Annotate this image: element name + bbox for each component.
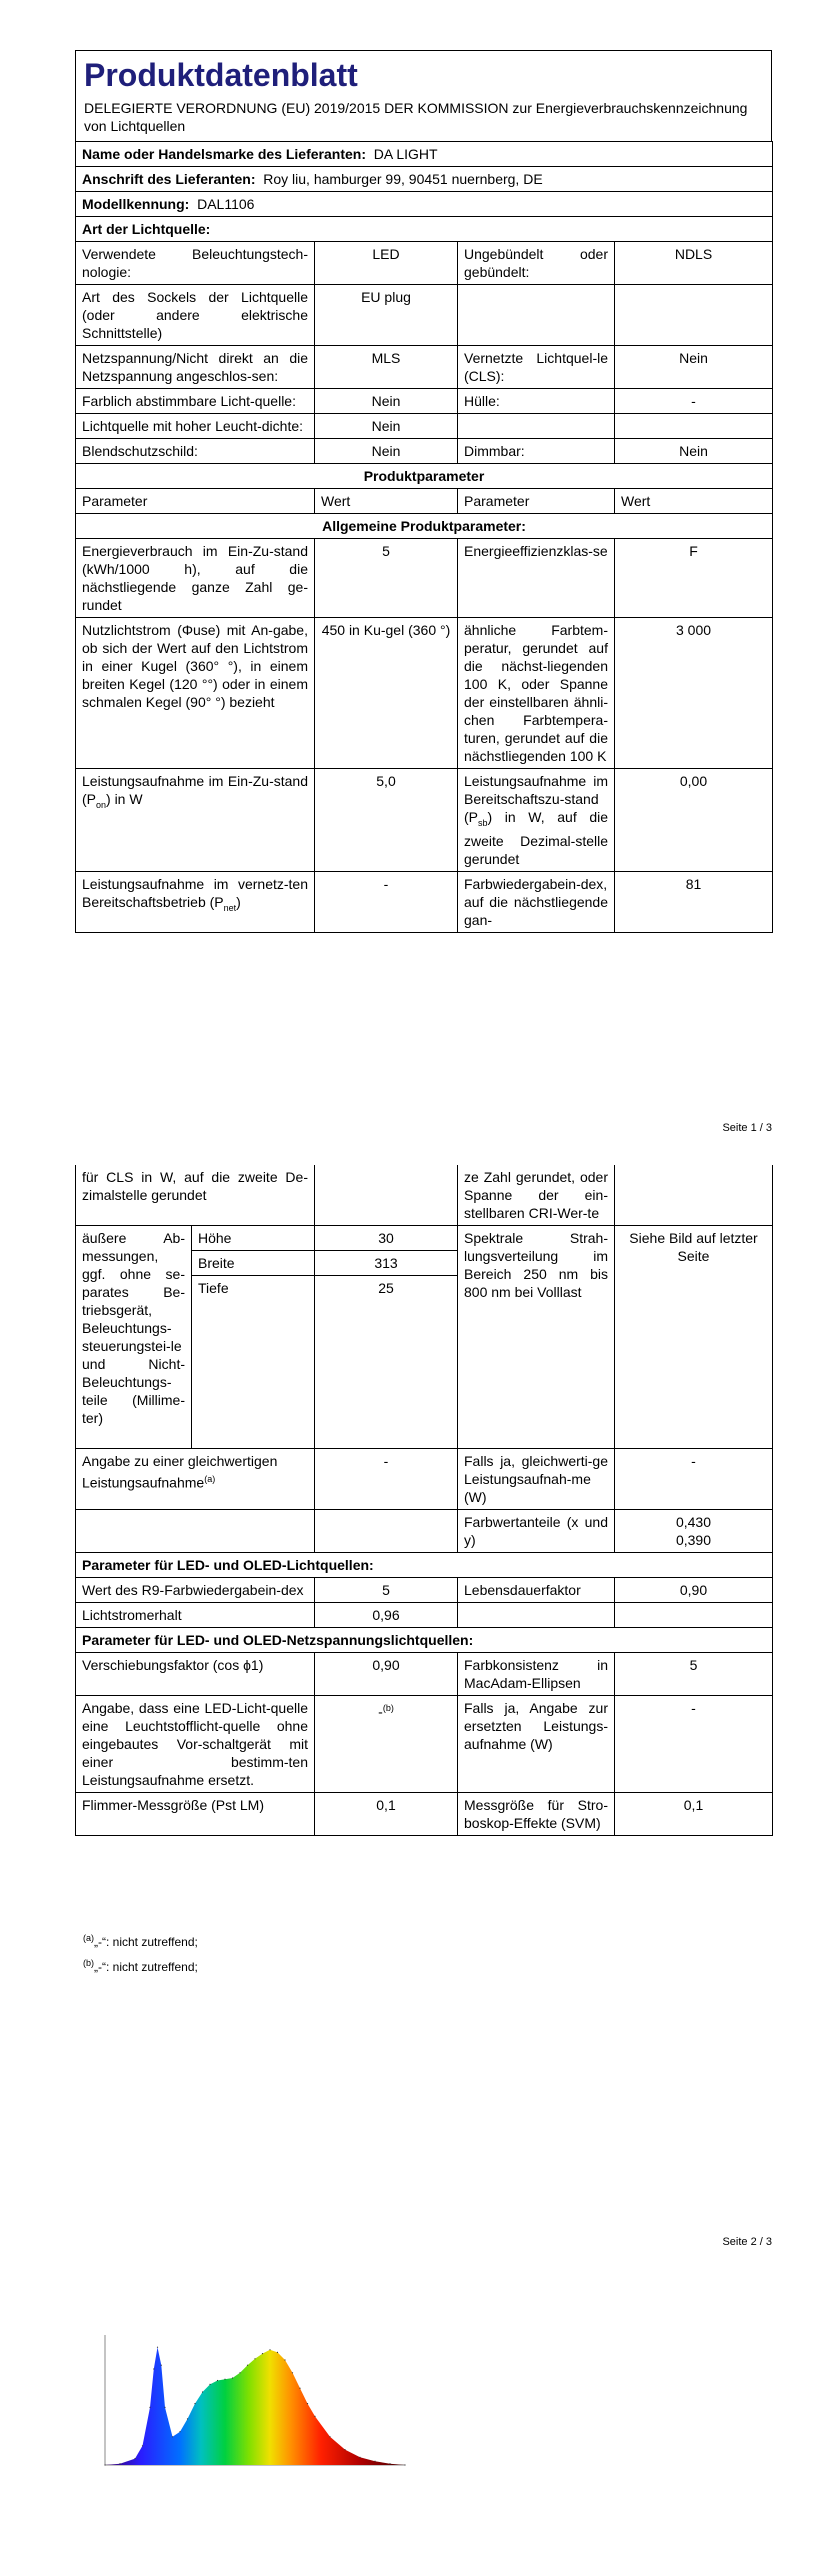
- spectrum-point: [404, 2464, 405, 2465]
- technology-value: LED: [315, 242, 458, 285]
- spectrum-point: [232, 2377, 233, 2378]
- page-number-2: Seite 2 / 3: [722, 2236, 772, 2248]
- spectrum-point: [277, 2352, 278, 2353]
- supplier-address-row: [76, 167, 773, 192]
- r9-label: Wert des R9-Farbwiedergabein-dex: [76, 1578, 315, 1603]
- socket-label: Art des Sockels der Lichtquelle (oder andere elektrische Schnittstelle): [76, 285, 315, 346]
- cri-value: 81: [615, 871, 773, 932]
- high-luminance-label: Lichtquelle mit hoher Leucht-dichte:: [76, 414, 315, 439]
- spectrum-point: [134, 2458, 135, 2459]
- spectrum-point: [202, 2391, 203, 2392]
- spectrum-point: [247, 2365, 248, 2366]
- supplier-name-label: Name oder Handelsmarke des Lieferanten:: [82, 146, 366, 162]
- spectrum-point: [314, 2416, 315, 2417]
- spectral-distribution-chart: [75, 2325, 415, 2485]
- datasheet-page-1: [75, 50, 772, 933]
- replaced-label: Falls ja, Angabe zur ersetzten Leistungs-aufnahme (W): [458, 1696, 615, 1793]
- empty-cell: [458, 285, 615, 346]
- led-params-heading: Parameter für LED- und OLED-Lichtquellen:: [76, 1553, 773, 1578]
- chromaticity-x: 0,430: [675, 1514, 712, 1530]
- width-value: 313: [315, 1251, 458, 1276]
- displacement-label: Verschiebungsfaktor (cos ϕ1): [76, 1653, 315, 1696]
- power-on-label: Leistungsaufnahme im Ein-Zu-stand $(P_{on})$ in W: [76, 769, 315, 872]
- spectrum-point: [194, 2403, 195, 2404]
- connected-value: Nein: [615, 346, 773, 389]
- strobo-label: Messgröße für Stro-boskop-Effekte (SVM): [458, 1793, 615, 1836]
- consistency-value: 5: [615, 1653, 773, 1696]
- col-header-param: Parameter: [458, 489, 615, 514]
- spectrum-point: [269, 2349, 270, 2350]
- connected-label: Vernetzte Lichtquel-le (CLS):: [458, 346, 615, 389]
- technology-label: Verwendete Beleuchtungstech-nologie:: [76, 242, 315, 285]
- header-box: [75, 50, 772, 141]
- empty-cell: [615, 285, 773, 346]
- empty-cell: [76, 1510, 315, 1553]
- spectrum-point: [254, 2358, 255, 2359]
- datasheet-page-2: [75, 1165, 772, 1836]
- footnote-b: $^{(b)}$„-“: nicht zutreffend;: [83, 1958, 198, 1974]
- consistency-label: Farbkonsistenz in MacAdam-Ellipsen: [458, 1653, 615, 1696]
- spectral-value: Siehe Bild auf letzter Seite: [615, 1226, 773, 1449]
- maintenance-label: Lichtstromerhalt: [76, 1603, 315, 1628]
- spectrum-point: [239, 2372, 240, 2373]
- spectrum-point: [209, 2384, 210, 2385]
- mains-value: MLS: [315, 346, 458, 389]
- spectrum-point: [157, 2347, 158, 2348]
- energy-on-label: Energieverbrauch im Ein-Zu-stand (kWh/1000 h), auf die nächstliegende ganze Zahl ge-rundet: [76, 539, 315, 618]
- col-header-value: Wert: [315, 489, 458, 514]
- anti-glare-value: Nein: [315, 439, 458, 464]
- net-standby-label: Leistungsaufnahme im vernetz-ten Bereitschaftsbetrieb $(P_{net})$: [76, 871, 315, 932]
- supplier-address-label: Anschrift des Lieferanten:: [82, 171, 256, 187]
- spectrum-point: [359, 2457, 360, 2458]
- empty-cell: [615, 1165, 773, 1226]
- supplier-address-value: Roy liu, hamburger 99, 90451 nuernberg, DE: [263, 171, 543, 187]
- cri-label-cont: ze Zahl gerundet, oder Spanne der ein-stellbaren CRI-Wer-te: [458, 1165, 615, 1226]
- spectrum-point: [307, 2403, 308, 2404]
- spectrum-point: [149, 2407, 150, 2408]
- model-label: Modellkennung:: [82, 196, 190, 212]
- dimmable-label: Dimmbar:: [458, 439, 615, 464]
- lifetime-value: 0,90: [615, 1578, 773, 1603]
- spectrum-point: [292, 2372, 293, 2373]
- supplier-name-value: DA LIGHT: [373, 146, 438, 162]
- datasheet-table-2: [75, 1165, 773, 1836]
- light-source-type-heading: Art der Lichtquelle:: [76, 217, 773, 242]
- led-mains-params-heading: Parameter für LED- und OLED-Netzspannungslichtquellen:: [76, 1628, 773, 1653]
- spectrum-point: [329, 2436, 330, 2437]
- anti-glare-label: Blendschutzschild:: [76, 439, 315, 464]
- empty-cell: [315, 1510, 458, 1553]
- spectrum-point: [187, 2418, 188, 2419]
- efficiency-class-label: Energieeffizienzklas-se: [458, 539, 615, 618]
- empty-cell: [458, 1603, 615, 1628]
- socket-value: EU plug: [315, 285, 458, 346]
- flicker-value: 0,1: [315, 1793, 458, 1836]
- empty-cell: [615, 414, 773, 439]
- page-title: Produktdatenblatt: [84, 57, 358, 93]
- model-row: [76, 192, 773, 217]
- replacement-value: -$^{(b)}$: [315, 1696, 458, 1793]
- r9-value: 5: [315, 1578, 458, 1603]
- dimmable-value: Nein: [615, 439, 773, 464]
- flux-value: 450 in Ku-gel (360 °): [315, 618, 458, 769]
- chromaticity-label: Farbwertanteile (x und y): [458, 1510, 615, 1553]
- color-tunable-value: Nein: [315, 389, 458, 414]
- net-standby-value: -: [315, 871, 458, 932]
- standby-label: Leistungsaufnahme im Bereitschaftszu-stand $(P_{sb})$ in W, auf die zweite Dezimal-stelle gerundet: [458, 769, 615, 872]
- spectral-label: Spektrale Strah-lungsverteilung im Bereich 250 nm bis 800 nm bei Volllast: [458, 1226, 615, 1449]
- spectrum-point: [284, 2359, 285, 2360]
- maintenance-value: 0,96: [315, 1603, 458, 1628]
- equivalent-label: Angabe zu einer gleichwertigen Leistungsaufnahme$^{(a)}$: [76, 1449, 315, 1510]
- datasheet-table-1: [75, 141, 773, 933]
- height-label: Höhe: [192, 1226, 315, 1251]
- spectrum-point: [299, 2388, 300, 2389]
- cct-label: ähnliche Farbtem-peratur, gerundet auf die nächst-liegenden 100 K, oder Spanne der einstellbaren ähnli-chen Farbtempera-turen, gerundet auf die nächstliegenden 100 K: [458, 618, 615, 769]
- undirected-label: Ungebündelt oder gebündelt:: [458, 242, 615, 285]
- footnote-a: $^{(a)}$„-“: nicht zutreffend;: [83, 1933, 198, 1949]
- spectrum-point: [119, 2463, 120, 2464]
- spectrum-point: [153, 2368, 154, 2369]
- replaced-value: -: [615, 1696, 773, 1793]
- spectrum-point: [217, 2380, 218, 2381]
- efficiency-class-value: F: [615, 539, 773, 618]
- empty-cell: [615, 1603, 773, 1628]
- depth-label: Tiefe: [192, 1276, 315, 1449]
- depth-value: 25: [315, 1276, 458, 1449]
- supplier-name-row: [76, 142, 773, 167]
- cct-value: 3 000: [615, 618, 773, 769]
- spectrum-point: [262, 2353, 263, 2354]
- standby-value: 0,00: [615, 769, 773, 872]
- mains-label: Netzspannung/Nicht direkt an die Netzspannung angeschlos-sen:: [76, 346, 315, 389]
- energy-on-value: 5: [315, 539, 458, 618]
- equivalent-yes-value: -: [615, 1449, 773, 1510]
- spectrum-point: [389, 2463, 390, 2464]
- envelope-value: -: [615, 389, 773, 414]
- spectrum-point: [104, 2464, 105, 2465]
- dimensions-label: äußere Ab-messungen, ggf. ohne se-parates Be-triebsgerät, Beleuchtungs-steuerungstei-le und Nicht-Beleuchtungs-teile (Millime-ter): [76, 1226, 192, 1449]
- strobo-value: 0,1: [615, 1793, 773, 1836]
- col-header-param: Parameter: [76, 489, 315, 514]
- height-value: 30: [315, 1226, 458, 1251]
- equivalent-value: -: [315, 1449, 458, 1510]
- net-standby-label-cont: für CLS in W, auf die zweite De-zimalstelle gerundet: [76, 1165, 315, 1226]
- displacement-value: 0,90: [315, 1653, 458, 1696]
- page-number-1: Seite 1 / 3: [722, 1122, 772, 1134]
- spectrum-point: [161, 2365, 162, 2366]
- replacement-label: Angabe, dass eine LED-Licht-quelle eine Leuchtstofflicht-quelle ohne eingebautes Vor-schaltgerät mit einer bestimm-ten Leistungsaufnahme ersetzt.: [76, 1696, 315, 1793]
- product-params-heading: Produktparameter: [76, 464, 773, 489]
- spectrum-point: [142, 2445, 143, 2446]
- spectrum-point: [172, 2436, 173, 2437]
- model-value: DAL1106: [197, 196, 255, 212]
- empty-cell: [458, 414, 615, 439]
- high-luminance-value: Nein: [315, 414, 458, 439]
- cri-label: Farbwiedergabein-dex, auf die nächstliegende gan-: [458, 871, 615, 932]
- equivalent-yes-label: Falls ja, gleichwerti-ge Leistungsaufnah-me (W): [458, 1449, 615, 1510]
- envelope-label: Hülle:: [458, 389, 615, 414]
- empty-cell: [315, 1165, 458, 1226]
- width-label: Breite: [192, 1251, 315, 1276]
- spectrum-point: [374, 2461, 375, 2462]
- regulation-text: DELEGIERTE VERORDNUNG (EU) 2019/2015 DER KOMMISSION zur Energieverbrauchskennzeichnung von Lichtquellen: [84, 100, 748, 134]
- spectrum-point: [164, 2407, 165, 2408]
- undirected-value: NDLS: [615, 242, 773, 285]
- flicker-label: Flimmer-Messgröße (Pst LM): [76, 1793, 315, 1836]
- lifetime-label: Lebensdauerfaktor: [458, 1578, 615, 1603]
- chromaticity-y: 0,390: [675, 1532, 712, 1548]
- general-params-heading: Allgemeine Produktparameter:: [76, 514, 773, 539]
- chromaticity-value: [615, 1510, 773, 1553]
- spectrum-point: [344, 2449, 345, 2450]
- spectrum-point: [179, 2431, 180, 2432]
- spectrum-area: [105, 2347, 405, 2465]
- color-tunable-label: Farblich abstimmbare Licht-quelle:: [76, 389, 315, 414]
- col-header-value: Wert: [615, 489, 773, 514]
- spectrum-svg: [75, 2325, 415, 2485]
- flux-label: Nutzlichtstrom (Φuse) mit An-gabe, ob sich der Wert auf den Lichtstrom in einer Kugel (360° °), in einem breiten Kegel (120 °°) oder in einem schmalen Kegel (90° °) bezieht: [76, 618, 315, 769]
- power-on-value: 5,0: [315, 769, 458, 872]
- light-source-type-row: [76, 217, 773, 242]
- spectrum-point: [224, 2379, 225, 2380]
